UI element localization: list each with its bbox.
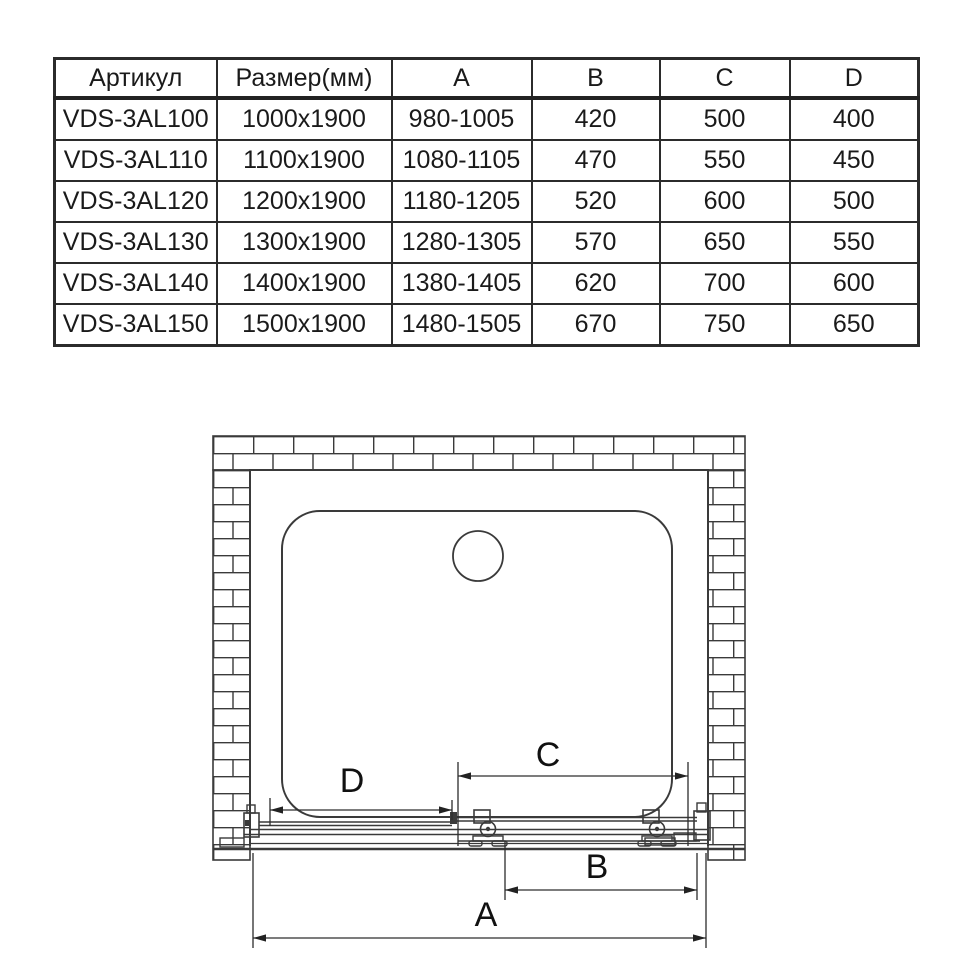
table-cell: 520 bbox=[532, 181, 660, 222]
dimension-label-c: C bbox=[535, 736, 561, 774]
drain-circle bbox=[453, 531, 503, 581]
table-cell: 400 bbox=[790, 98, 919, 140]
column-header-c: C bbox=[660, 59, 790, 99]
table-row bbox=[55, 263, 919, 304]
dimension-label-b: B bbox=[585, 848, 609, 886]
table-cell: 1000x1900 bbox=[217, 98, 392, 140]
table-cell: 1200x1900 bbox=[217, 181, 392, 222]
table-cell: 1300x1900 bbox=[217, 222, 392, 263]
table-cell: VDS-3AL120 bbox=[55, 181, 217, 222]
column-header-article: Артикул bbox=[55, 59, 217, 99]
table-cell: 500 bbox=[790, 181, 919, 222]
dimension-label-d: D bbox=[339, 762, 365, 800]
column-header-a: A bbox=[392, 59, 532, 99]
table-cell: 470 bbox=[532, 140, 660, 181]
room-outline bbox=[250, 470, 708, 846]
table-cell: 1380-1405 bbox=[392, 263, 532, 304]
table-cell: VDS-3AL100 bbox=[55, 98, 217, 140]
table-row bbox=[55, 98, 919, 140]
table-row bbox=[55, 140, 919, 181]
table-cell: 700 bbox=[660, 263, 790, 304]
table-cell: 450 bbox=[790, 140, 919, 181]
table-cell: 1400x1900 bbox=[217, 263, 392, 304]
table-cell: VDS-3AL130 bbox=[55, 222, 217, 263]
brick-wall bbox=[213, 436, 745, 860]
table-row bbox=[55, 181, 919, 222]
table-cell: 620 bbox=[532, 263, 660, 304]
table-cell: 1180-1205 bbox=[392, 181, 532, 222]
roller-carriage-right bbox=[638, 810, 676, 846]
panel-end-cap bbox=[450, 812, 457, 824]
table-cell: VDS-3AL140 bbox=[55, 263, 217, 304]
technical-drawing bbox=[0, 400, 970, 970]
table-cell: 550 bbox=[790, 222, 919, 263]
table-cell: VDS-3AL150 bbox=[55, 304, 217, 346]
column-header-b: B bbox=[532, 59, 660, 99]
dimension-a bbox=[253, 853, 706, 948]
table-cell: 420 bbox=[532, 98, 660, 140]
table-cell: 650 bbox=[790, 304, 919, 346]
table-header-row bbox=[55, 59, 919, 99]
column-header-size: Размер(мм) bbox=[217, 59, 392, 99]
table-cell: 1480-1505 bbox=[392, 304, 532, 346]
table-cell: 600 bbox=[660, 181, 790, 222]
column-header-d: D bbox=[790, 59, 919, 99]
table-row bbox=[55, 222, 919, 263]
table-cell: 600 bbox=[790, 263, 919, 304]
table-cell: 750 bbox=[660, 304, 790, 346]
table-row bbox=[55, 304, 919, 346]
wall-profile-right bbox=[674, 803, 710, 841]
spec-table bbox=[53, 57, 920, 347]
table-cell: 1500x1900 bbox=[217, 304, 392, 346]
table-cell: 980-1005 bbox=[392, 98, 532, 140]
table-cell: 670 bbox=[532, 304, 660, 346]
roller-carriage-left bbox=[469, 810, 507, 846]
table-cell: 1100x1900 bbox=[217, 140, 392, 181]
table-cell: 570 bbox=[532, 222, 660, 263]
table-cell: 650 bbox=[660, 222, 790, 263]
dimension-label-a: A bbox=[474, 896, 498, 934]
table-cell: 1080-1105 bbox=[392, 140, 532, 181]
table-cell: VDS-3AL110 bbox=[55, 140, 217, 181]
table-cell: 1280-1305 bbox=[392, 222, 532, 263]
table-cell: 550 bbox=[660, 140, 790, 181]
table-cell: 500 bbox=[660, 98, 790, 140]
